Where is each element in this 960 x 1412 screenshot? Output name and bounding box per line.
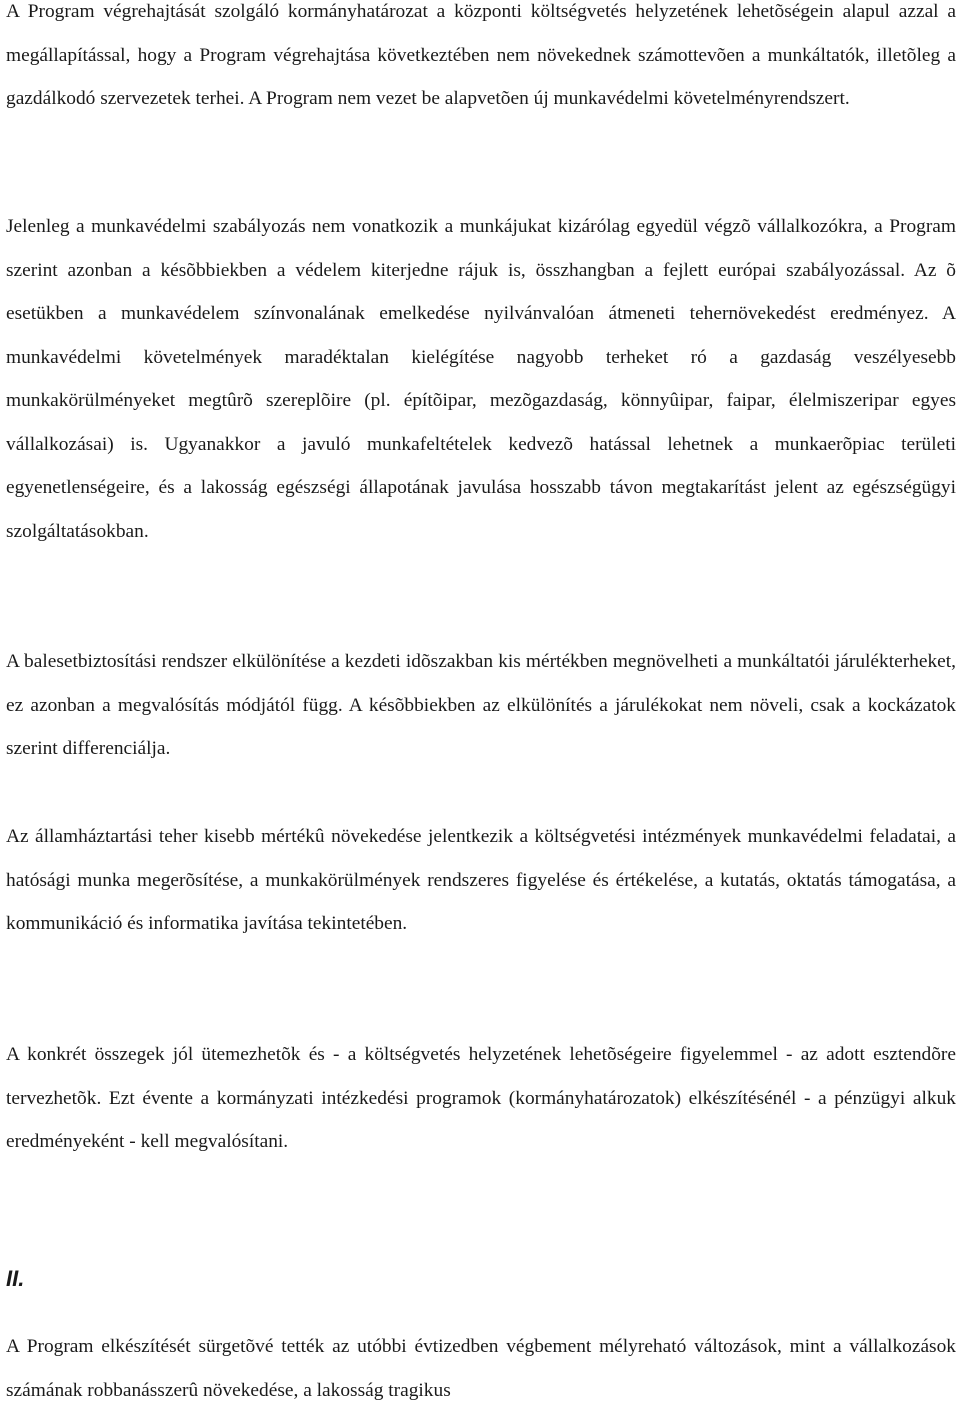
section-heading: II. <box>6 1266 25 1291</box>
paragraph-concrete-amounts: A konkrét összegek jól ütemezhetõk és - a költségvetés helyzetének lehetõségeire figyelemmel - az adott esztendõre tervezhetõk. Ezt évente a kormányzati intézkedési programok (kormányhatározatok) elkészítésénél - a pénzügyi alkuk eredményeként - kell megvalósítani. <box>6 1044 956 1152</box>
paragraph-program-urgency: A Program elkészítését sürgetõvé tették az utóbbi évtizedben végbement mélyreható változások, mint a vállalkozások számának robbanásszerû növekedése, a lakosság tragikus <box>6 1336 956 1401</box>
paragraph-self-employed-protection: Jelenleg a munkavédelmi szabályozás nem vonatkozik a munkájukat kizárólag egyedül végzõ vállalkozókra, a Program szerint azonban a késõbbiekben a védelem kiterjedne rájuk is, összhangban a fejlett európai szabályozással. Az õ esetükben a munkavédelem színvonalának emelkedése nyilvánvalóan átmeneti tehernövekedést eredményez. A munkavédelmi követelmények maradéktalan kielégítése nagyobb terheket ró a gazdaság veszélyesebb munkakörülményeket megtûrõ szereplõire (pl. építõipar, mezõgazdaság, könnyûipar, faipar, élelmiszeripar egyes vállalkozásai) is. Ugyanakkor a javuló munkafeltételek kedvezõ hatással lehetnek a munkaerõpiac területi egyenetlenségeire, és a lakosság egészségi állapotának javulása hosszabb távon megtakarítást jelent az egészségügyi szolgáltatásokban. <box>6 216 956 542</box>
paragraph-public-finance-burden: Az államháztartási teher kisebb mértékû növekedése jelentkezik a költségvetési intézmények munkavédelmi feladatai, a hatósági munka megerõsítése, a munkakörülmények rendszeres figyelése és értékelése, a kutatás, oktatás támogatása, a kommunikáció és informatika javítása tekintetében. <box>6 826 956 934</box>
paragraph-budget-basis: A Program végrehajtását szolgáló kormányhatározat a központi költségvetés helyzetének lehetõségein alapul azzal a megállapítással, hogy a Program végrehajtása következtében nem növekednek számottevõen a munkáltatók, illetõleg a gazdálkodó szervezetek terhei. A Program nem vezet be alapvetõen új munkavédelmi követelményrendszert. <box>6 1 956 109</box>
paragraph-accident-insurance: A balesetbiztosítási rendszer elkülönítése a kezdeti idõszakban kis mértékben megnövelheti a munkáltatói járulékterheket, ez azonban a megvalósítás módjától függ. A késõbbiekben az elkülönítés a járulékokat nem növeli, csak a kockázatok szerint differenciálja. <box>6 651 956 759</box>
